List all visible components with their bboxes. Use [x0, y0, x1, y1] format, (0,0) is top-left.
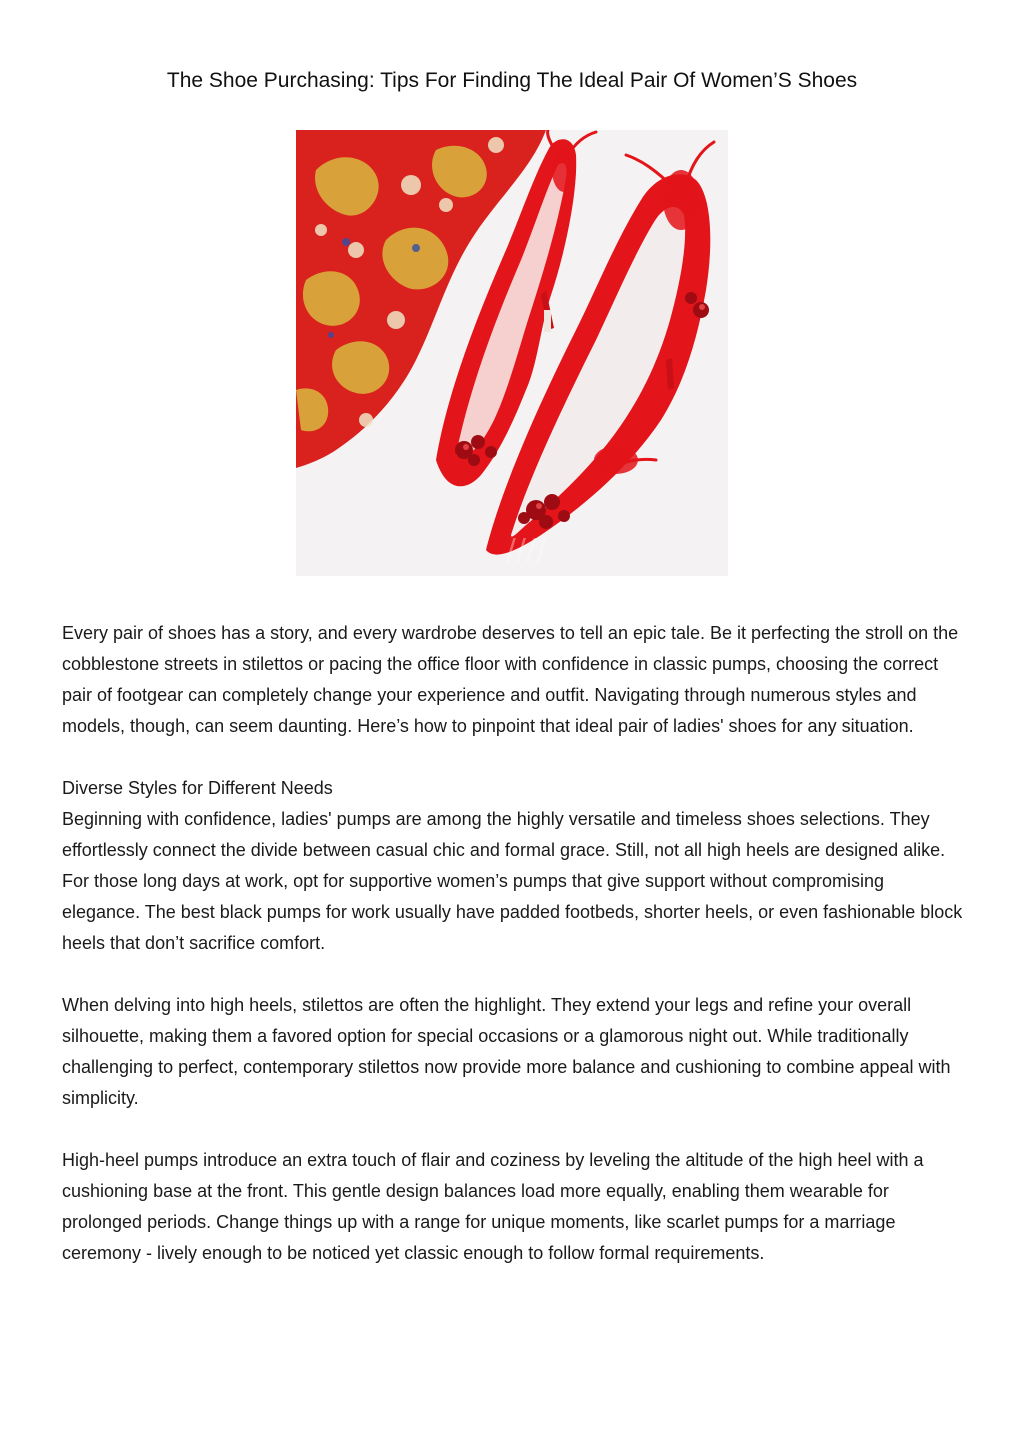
watermark-text: ////: [505, 533, 547, 568]
hero-image-red-pumps: [296, 130, 728, 576]
section-heading: Diverse Styles for Different Needs: [62, 778, 333, 798]
intro-paragraph: Every pair of shoes has a story, and every wardrobe deserves to tell an epic tale. Be it perfecting the stroll on the cobblestone streets in stilettos or pacing the office floor with confidence in classic pumps, choosing the correct pair of footgear can completely change your experience and outfit. Navigating through numerous styles and models, though, can seem daunting. Here’s how to pinpoint that ideal pair of ladies' shoes for any situation.: [62, 623, 959, 736]
body-paragraph: High-heel pumps introduce an extra touch of flair and coziness by leveling the altitude of the high heel with a cushioning base at the front. This gentle design balances load more equally, enabling them wearable for prolonged periods. Change things up with a range for unique moments, like scarlet pumps for a marriage ceremony - lively enough to be noticed yet classic enough to follow formal requirements.: [62, 1150, 924, 1263]
page-title: The Shoe Purchasing: Tips For Finding The Ideal Pair Of Women’S Shoes: [166, 69, 858, 92]
article-body: [62, 618, 967, 1300]
body-paragraph: When delving into high heels, stilettos are often the highlight. They extend your legs and refine your overall silhouette, making them a favored option for special occasions or a glamorous night out. While traditionally challenging to perfect, contemporary stilettos now provide more balance and cushioning to combine appeal with simplicity.: [62, 995, 951, 1108]
body-paragraph: Beginning with confidence, ladies' pumps are among the highly versatile and timeless shoes selections. They effortlessly connect the divide between casual chic and formal grace. Still, not all high heels are designed alike. For those long days at work, opt for supportive women’s pumps that give support without compromising elegance. The best black pumps for work usually have padded footbeds, shorter heels, or even fashionable block heels that don’t sacrifice comfort.: [62, 809, 963, 953]
